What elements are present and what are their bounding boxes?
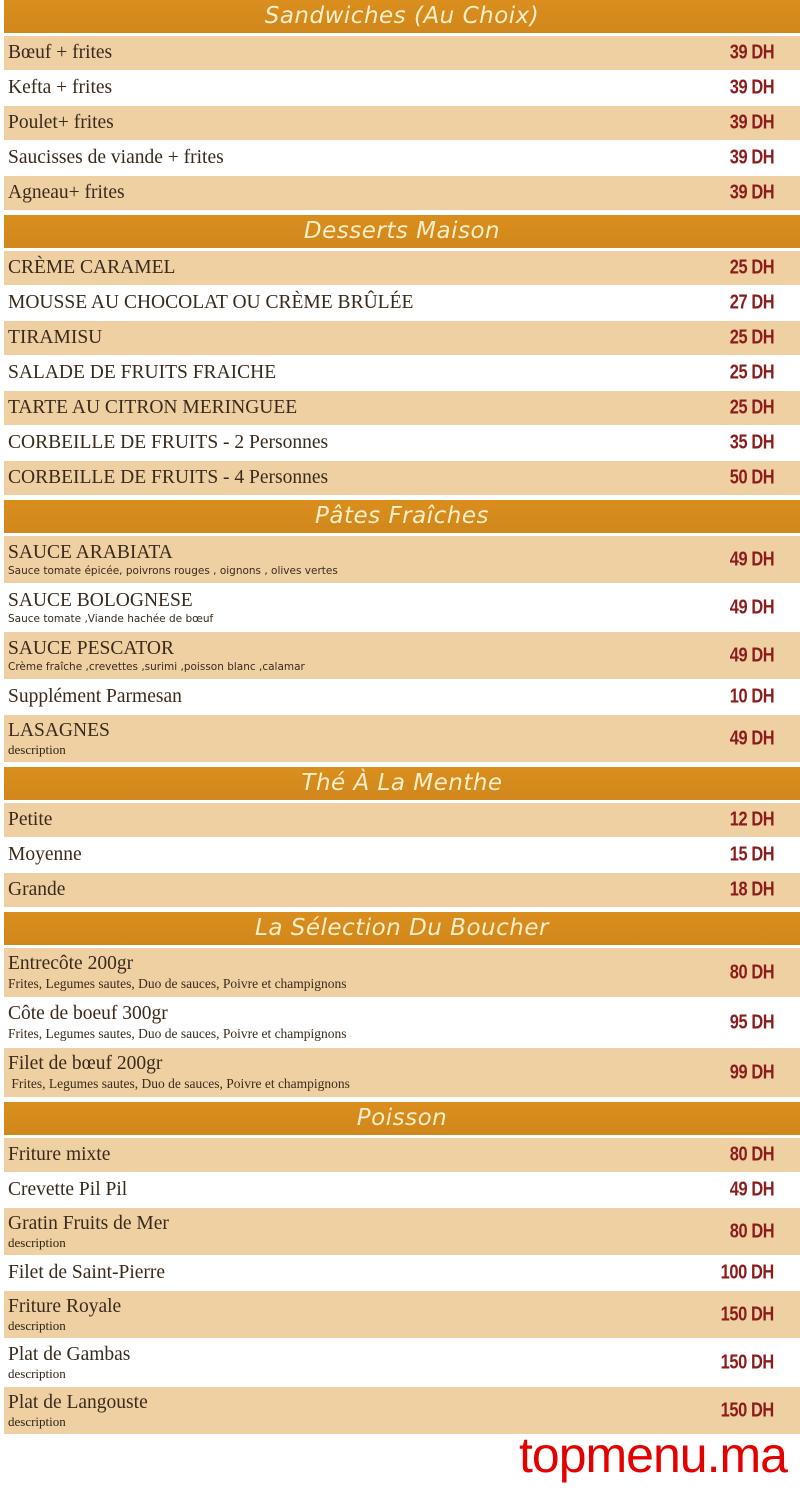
menu-item — [4, 536, 800, 584]
item-price: 100 DH — [720, 1261, 774, 1284]
item-name: LASAGNES — [8, 720, 110, 741]
section-title: Poisson — [4, 1102, 800, 1135]
item-name: CORBEILLE DE FRUITS - 4 Personnes — [8, 467, 329, 488]
item-name: CORBEILLE DE FRUITS - 2 Personnes — [8, 432, 329, 453]
menu-item — [4, 1048, 800, 1098]
section-selection-boucher — [4, 912, 800, 1102]
menu-item — [4, 251, 800, 286]
item-description: Frites, Legumes sautes, Duo de sauces, Poivre et champignons — [8, 1076, 350, 1091]
item-name: Poulet+ frites — [8, 112, 114, 133]
menu-item — [4, 948, 800, 998]
item-price: 25 DH — [729, 361, 774, 384]
item-name: Moyenne — [8, 844, 82, 865]
item-name: Filet de bœuf 200gr — [8, 1053, 163, 1074]
item-name: Plat de Langouste — [8, 1392, 148, 1413]
item-price: 10 DH — [729, 685, 774, 708]
section-title: Pâtes Fraîches — [4, 500, 800, 533]
menu-item — [4, 584, 800, 632]
menu-item — [4, 176, 800, 211]
item-price: 49 DH — [729, 1178, 774, 1201]
menu-item — [4, 632, 800, 680]
section-desserts — [4, 215, 800, 500]
watermark-logo: topmenu.ma — [519, 1427, 787, 1483]
menu-item — [4, 286, 800, 321]
item-price: 27 DH — [729, 291, 774, 314]
item-price: 25 DH — [729, 256, 774, 279]
menu-item — [4, 715, 800, 763]
item-name: Bœuf + frites — [8, 42, 113, 63]
item-price: 80 DH — [729, 1143, 774, 1166]
menu-item — [4, 426, 800, 461]
menu-item — [4, 356, 800, 391]
menu-item — [4, 680, 800, 715]
item-price: 49 DH — [729, 644, 774, 666]
item-name: Friture Royale — [8, 1296, 122, 1317]
item-price: 49 DH — [729, 548, 774, 570]
section-title: Thé À La Menthe — [4, 767, 800, 800]
item-description: Crème fraîche ,crevettes ,surimi ,poisson blanc ,calamar — [8, 660, 305, 673]
menu-item — [4, 1291, 800, 1339]
item-price: 95 DH — [729, 1011, 774, 1033]
item-name: Côte de boeuf 300gr — [8, 1003, 168, 1024]
item-name: TARTE AU CITRON MERINGUEE — [8, 397, 298, 418]
menu-item — [4, 1138, 800, 1173]
section-title: La Sélection Du Boucher — [4, 912, 800, 945]
item-price: 150 DH — [720, 1303, 774, 1325]
item-description: Sauce tomate ,Viande hachée de bœuf — [8, 612, 214, 625]
menu-item — [4, 106, 800, 141]
item-name: Plat de Gambas — [8, 1344, 131, 1365]
item-name: SAUCE PESCATOR — [8, 637, 174, 659]
item-price: 39 DH — [729, 111, 774, 134]
menu-item — [4, 1339, 800, 1387]
item-description: Sauce tomate épicée, poivrons rouges , oignons , olives vertes — [8, 564, 338, 577]
item-price: 150 DH — [720, 1351, 774, 1373]
item-price: 39 DH — [729, 146, 774, 169]
item-name: Petite — [8, 809, 53, 830]
item-name: Crevette Pil Pil — [8, 1179, 128, 1200]
item-name: Entrecôte 200gr — [8, 953, 134, 974]
item-name: Gratin Fruits de Mer — [8, 1213, 169, 1234]
item-price: 39 DH — [729, 181, 774, 204]
item-price: 150 DH — [720, 1399, 774, 1421]
item-name: SAUCE ARABIATA — [8, 541, 173, 563]
item-name: TIRAMISU — [8, 327, 103, 348]
item-price: 39 DH — [729, 41, 774, 64]
menu-item — [4, 321, 800, 356]
item-name: Friture mixte — [8, 1144, 111, 1165]
item-price: 49 DH — [729, 596, 774, 618]
item-description: description — [8, 1366, 66, 1381]
item-price: 25 DH — [729, 326, 774, 349]
section-sandwiches — [4, 0, 800, 215]
item-name: Grande — [8, 879, 66, 900]
section-title: Desserts Maison — [4, 215, 800, 248]
item-description: description — [8, 742, 66, 757]
section-pates — [4, 500, 800, 767]
menu-item — [4, 1256, 800, 1291]
menu-item — [4, 873, 800, 908]
item-price: 18 DH — [729, 878, 774, 901]
item-name: Supplément Parmesan — [8, 686, 182, 707]
menu-item — [4, 998, 800, 1048]
item-name: SALADE DE FRUITS FRAICHE — [8, 362, 277, 383]
item-price: 80 DH — [729, 1220, 774, 1242]
item-description: description — [8, 1235, 66, 1250]
item-price: 80 DH — [729, 961, 774, 983]
item-name: SAUCE BOLOGNESE — [8, 589, 193, 611]
item-name: CRÈME CARAMEL — [8, 257, 176, 278]
menu-item — [4, 803, 800, 838]
menu-item — [4, 141, 800, 176]
item-price: 49 DH — [729, 727, 774, 749]
item-price: 15 DH — [729, 843, 774, 866]
menu-item — [4, 71, 800, 106]
menu-item — [4, 838, 800, 873]
section-title: Sandwiches (Au Choix) — [4, 0, 800, 33]
item-description: Frites, Legumes sautes, Duo de sauces, Poivre et champignons — [8, 1026, 347, 1041]
section-poisson — [4, 1102, 800, 1435]
item-price: 99 DH — [729, 1061, 774, 1083]
item-description: description — [8, 1318, 66, 1333]
item-price: 35 DH — [729, 431, 774, 454]
menu-item — [4, 36, 800, 71]
item-price: 39 DH — [729, 76, 774, 99]
item-name: Filet de Saint-Pierre — [8, 1262, 166, 1283]
menu-item — [4, 461, 800, 496]
menu-item — [4, 1208, 800, 1256]
item-price: 12 DH — [729, 808, 774, 831]
section-the-menthe — [4, 767, 800, 912]
item-description: Frites, Legumes sautes, Duo de sauces, Poivre et champignons — [8, 976, 347, 991]
item-name: Kefta + frites — [8, 77, 113, 98]
menu-item — [4, 391, 800, 426]
item-price: 25 DH — [729, 396, 774, 419]
item-price: 50 DH — [729, 466, 774, 489]
menu-item — [4, 1173, 800, 1208]
item-name: Saucisses de viande + frites — [8, 147, 224, 168]
item-description: description — [8, 1414, 66, 1429]
item-name: MOUSSE AU CHOCOLAT OU CRÈME BRÛLÉE — [8, 292, 414, 313]
item-name: Agneau+ frites — [8, 182, 125, 203]
